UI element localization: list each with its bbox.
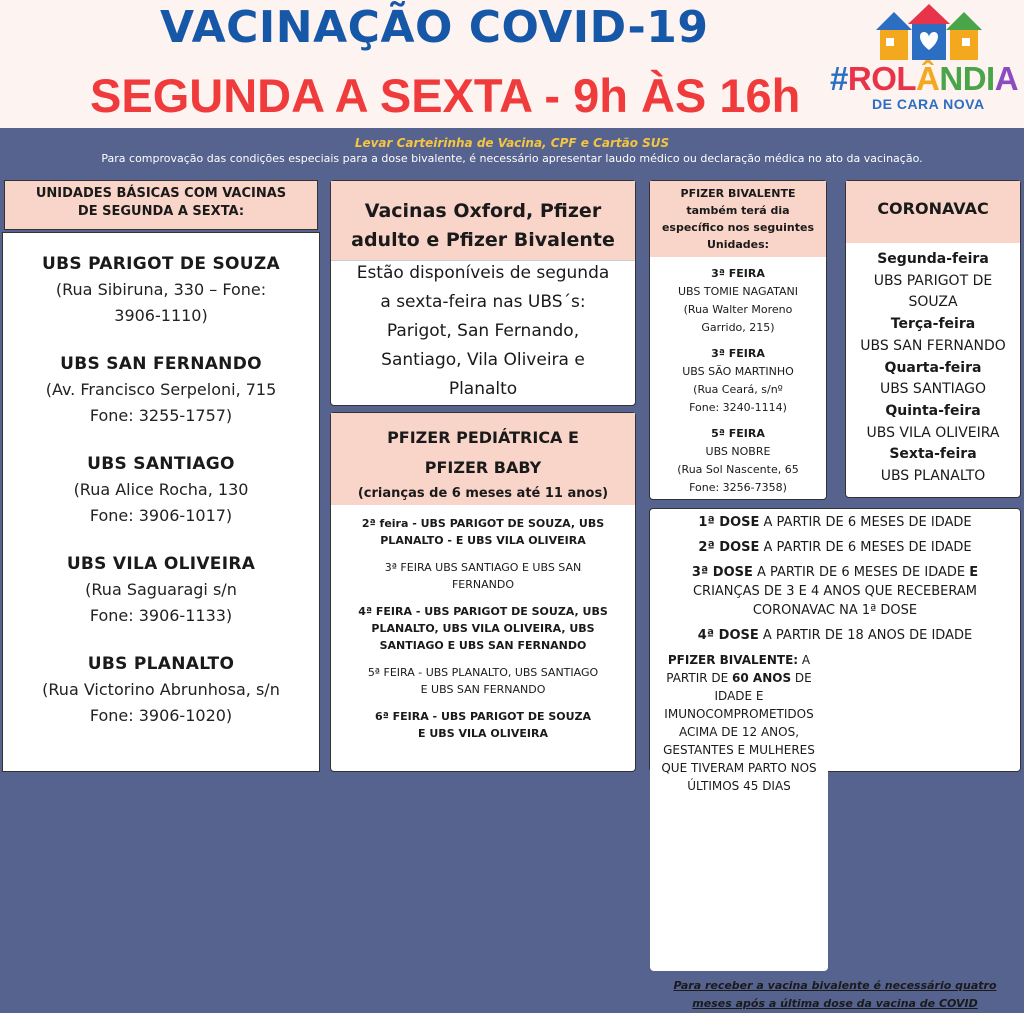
list-item: UBS SANTIAGO (Rua Alice Rocha, 130 Fone: 3906-1017) [73, 454, 249, 525]
bivalent-panel [649, 180, 827, 500]
dose-3: 3ª DOSE A PARTIR DE 6 MESES DE IDADE E CRIANÇAS DE 3 E 4 ANOS QUE RECEBERAM CORONAVAC NA 1ª DOSE [691, 565, 979, 618]
logo-subtitle: DE CARA NOVA [872, 96, 985, 112]
list-item: 3ª FEIRA UBS TOMIE NAGATANI (Rua Walter Moreno Garrido, 215) [677, 267, 799, 334]
list-item: 3ª FEIRA UBS SANTIAGO E UBS SAN FERNANDO [384, 561, 582, 591]
coronavac-schedule: Segunda-feira UBS PARIGOT DE SOUZA Terça-feira UBS SAN FERNANDO Quarta-feira UBS SANTIAGO Quinta-feira UBS VILA OLIVEIRA Sexta-feira UBS PLANALTO [860, 251, 1006, 485]
coronavac-panel [845, 180, 1021, 498]
pediatric-panel [330, 412, 636, 772]
rolandia-logo [826, 4, 1019, 122]
list-item: UBS VILA OLIVEIRA (Rua Saguaragi s/n Fone: 3906-1133) [66, 554, 256, 625]
ubs-list [2, 232, 320, 772]
list-item: 4ª FEIRA - UBS PARIGOT DE SOUZA, UBS PLANALTO, UBS VILA OLIVEIRA, UBS SANTIAGO E UBS SAN FERNANDO [358, 605, 608, 652]
dose-2: 2ª DOSE A PARTIR DE 6 MESES DE IDADE [698, 540, 972, 555]
dose-1: 1ª DOSE A PARTIR DE 6 MESES DE IDADE [698, 515, 972, 530]
pediatric-age-range: (crianças de 6 meses até 11 anos) [357, 486, 609, 501]
houses-heart-icon [874, 4, 984, 62]
bivalent-proof-note: Para comprovação das condições especiais para a dose bivalente, é necessário apresentar laudo médico ou declaração médica no ato da vacinação. [101, 152, 923, 165]
list-item: 5ª FEIRA - UBS PLANALTO, UBS SANTIAGO E UBS SAN FERNANDO [367, 666, 599, 696]
page-title: VACINAÇÃO COVID-19 [160, 2, 709, 53]
list-item: 6ª FEIRA - UBS PARIGOT DE SOUZA E UBS VILA OLIVEIRA [374, 710, 592, 740]
list-item: 5ª FEIRA UBS NOBRE (Rua Sol Nascente, 65 Fone: 3256-7358) [677, 427, 799, 494]
requirements-banner [0, 128, 1024, 176]
coronavac-heading: CORONAVAC [846, 181, 1020, 243]
list-item: 2ª feira - UBS PARIGOT DE SOUZA, UBS PLANALTO - E UBS VILA OLIVEIRA [361, 517, 605, 547]
documents-note: Levar Carteirinha de Vacina, CPF e Cartão SUS [354, 136, 670, 150]
list-item: UBS PLANALTO (Rua Victorino Abrunhosa, s/n Fone: 3906-1020) [42, 654, 280, 725]
bivalent-interval-note: Para receber a vacina bivalente é necessário quatro meses após a última dose da vacina de COVID [673, 979, 997, 1010]
list-item: UBS PARIGOT DE SOUZA (Rua Sibiruna, 330 – Fone: 3906-1110) [42, 254, 280, 325]
ubs-heading: UNIDADES BÁSICAS COM VACINAS DE SEGUNDA A SEXTA: [4, 180, 318, 230]
oxford-pfizer-panel [330, 180, 636, 406]
logo-wordmark: #ROLÂNDIA [830, 60, 1019, 97]
dose-bivalent: PFIZER BIVALENTE: A PARTIR DE 60 ANOS DE IDADE E IMUNOCOMPROMETIDOS ACIMA DE 12 ANOS, GESTANTES E MULHERES QUE TIVERAM PARTO NOS ÚLTIMOS 45 DIAS [650, 651, 828, 971]
oxford-title: Vacinas Oxford, Pfizer adulto e Pfizer Bivalente [331, 181, 635, 261]
doses-panel [649, 508, 1021, 1010]
dose-4: 4ª DOSE A PARTIR DE 18 ANOS DE IDADE [697, 628, 973, 643]
list-item: 3ª FEIRA UBS SÃO MARTINHO (Rua Ceará, s/nº Fone: 3240-1114) [682, 347, 794, 414]
oxford-availability: Estão disponíveis de segunda a sexta-feira nas UBS´s: Parigot, San Fernando, Santiago, Vila Oliveira e Planalto [356, 263, 610, 399]
schedule-subtitle: SEGUNDA A SEXTA - 9h ÀS 16h [90, 69, 801, 122]
pediatric-title: PFIZER PEDIÁTRICA E PFIZER BABY (crianças de 6 meses até 11 anos) [331, 413, 635, 505]
bivalent-heading: PFIZER BIVALENTE também terá dia específico nos seguintes Unidades: [650, 181, 826, 257]
header [0, 0, 1024, 128]
list-item: UBS SAN FERNANDO (Av. Francisco Serpeloni, 715 Fone: 3255-1757) [45, 354, 277, 425]
